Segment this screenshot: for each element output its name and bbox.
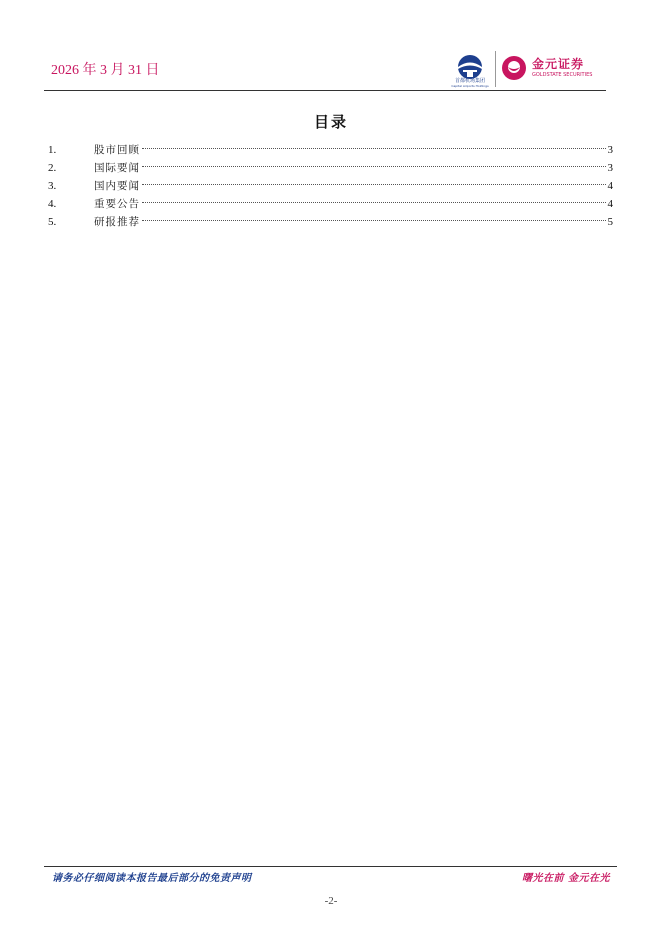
header-divider [44,90,606,91]
toc-leader-dots [142,148,606,149]
toc-entry-number: 2. [48,162,57,174]
toc-entry-label: 国内要闻 [94,180,140,192]
logo-divider [495,51,496,87]
capital-airports-en: Capital Airports Holdings [451,84,489,88]
toc-entry-page: 3 [607,144,613,156]
toc-entry-number: 3. [48,180,57,192]
table-of-contents [48,141,613,231]
toc-entry-label: 重要公告 [94,198,140,210]
toc-entry-research-picks[interactable] [48,213,613,231]
footer-divider [44,866,617,867]
toc-entry-label: 研报推荐 [94,216,140,228]
toc-entry-number: 4. [48,198,57,210]
toc-entry-number: 1. [48,144,57,156]
toc-entry-page: 5 [607,216,613,228]
toc-entry-page: 3 [607,162,613,174]
goldstate-logo-icon [500,55,528,81]
goldstate-name: 金元证券 [532,57,585,71]
toc-title: 目录 [313,113,348,131]
toc-entry-page: 4 [607,180,613,192]
capital-airports-name: 首都机场集团 [454,78,485,84]
toc-entry-label: 股市回顾 [94,144,140,156]
toc-leader-dots [142,184,606,185]
footer-slogan: 曙光在前 金元在光 [522,873,610,884]
toc-leader-dots [142,166,606,167]
toc-entry-number: 5. [48,216,57,228]
toc-entry-international-news[interactable] [48,159,613,177]
toc-entry-announcements[interactable] [48,195,613,213]
toc-entry-market-review[interactable] [48,141,613,159]
toc-entry-page: 4 [607,198,613,210]
goldstate-en: GOLDSTATE SECURITIES [532,72,593,78]
toc-leader-dots [142,202,606,203]
header-logos [446,49,606,89]
footer-disclaimer: 请务必仔细阅读本报告最后部分的免责声明 [52,873,252,884]
report-date: 2026 年 3 月 31 日 [51,63,160,78]
page-number: -2- [324,895,338,907]
toc-entry-label: 国际要闻 [94,162,140,174]
toc-leader-dots [142,220,606,221]
toc-entry-domestic-news[interactable] [48,177,613,195]
